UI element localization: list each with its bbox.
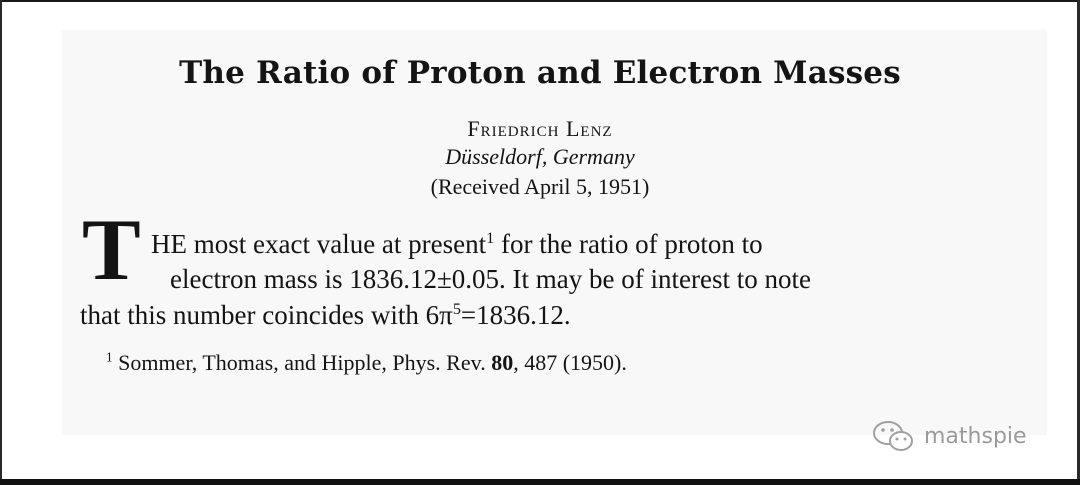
footnote-text: Sommer, Thomas, and Hipple, Phys. Rev. <box>112 350 492 375</box>
wechat-icon <box>872 419 916 453</box>
body-line-3-text: that this number coincides with 6π <box>80 300 453 330</box>
watermark <box>872 418 1027 454</box>
footnote <box>106 349 627 377</box>
author-affiliation: Düsseldorf, Germany <box>445 144 635 169</box>
watermark-text: mathspie <box>924 423 1027 449</box>
frame-bottom-border <box>0 479 1080 485</box>
body-line-1-text: HE most exact value at present <box>151 229 487 259</box>
author-name: Friedrich Lenz <box>467 116 613 141</box>
body-line-3 <box>80 299 571 331</box>
body-line-3-text-end: =1836.12. <box>460 300 571 330</box>
footnote-volume: 80 <box>491 350 514 375</box>
footnote-text-end: , 487 (1950). <box>513 350 627 375</box>
received-date: (Received April 5, 1951) <box>430 174 650 199</box>
exponent: 5 <box>452 300 461 318</box>
footnote-marker: 1 <box>106 349 113 365</box>
frame-top-border <box>0 0 1080 2</box>
body-line-1 <box>151 228 763 260</box>
paper-title: The Ratio of Proton and Electron Masses <box>179 55 901 91</box>
body-line-1-text-end: for the ratio of proton to <box>494 229 763 259</box>
drop-cap: T <box>82 202 141 299</box>
footnote-reference: 1 <box>486 229 495 247</box>
body-line-2: electron mass is 1836.12±0.05. It may be of interest to note <box>170 264 811 294</box>
